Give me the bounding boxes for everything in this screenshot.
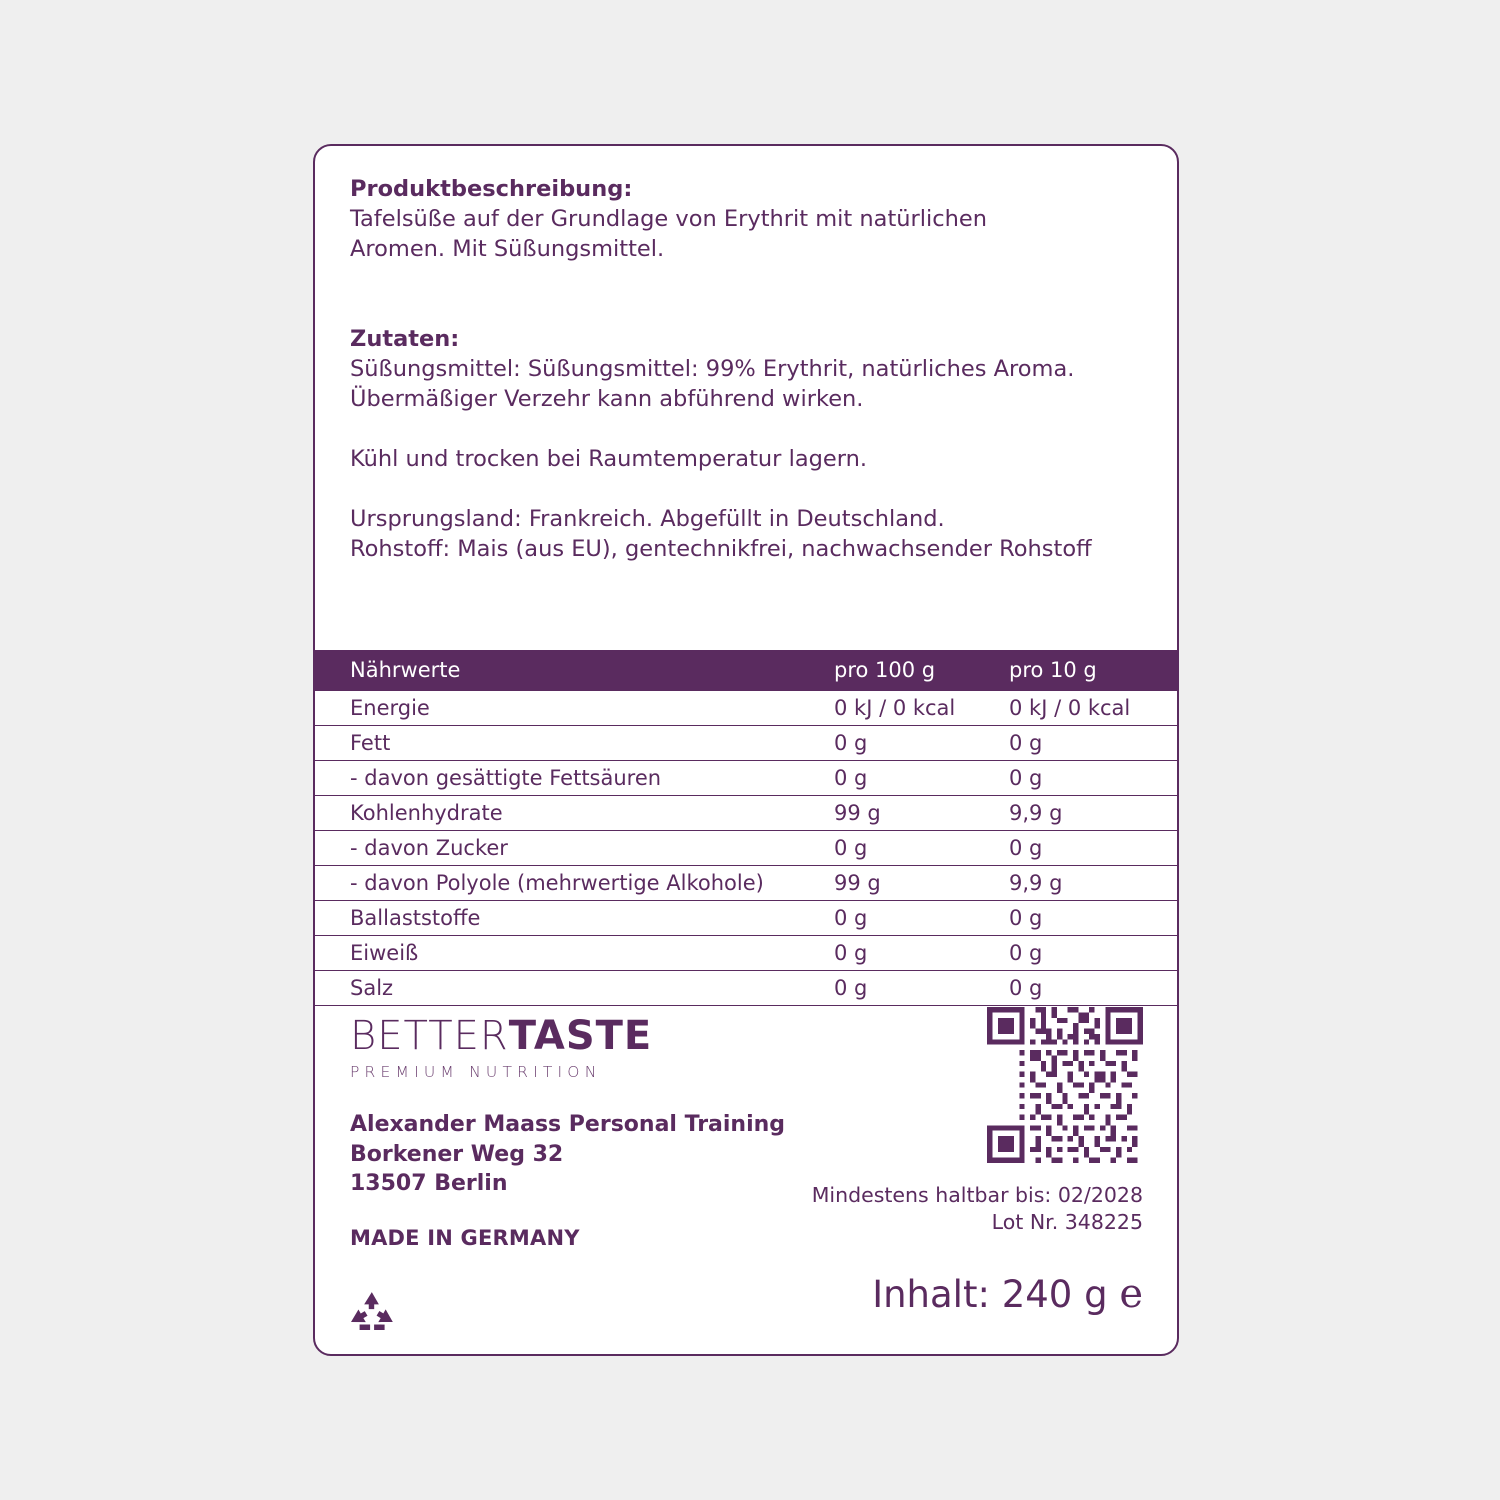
- nutrition-row-per-100g: 0 kJ / 0 kcal: [834, 691, 1009, 726]
- nutrition-row-name: - davon gesättigte Fettsäuren: [315, 761, 834, 796]
- nutrition-row-per-10g: 0 kJ / 0 kcal: [1009, 691, 1177, 726]
- label-text-block: [350, 174, 1150, 564]
- address-line-3: 13507 Berlin: [350, 1171, 508, 1196]
- e-mark-symbol: e: [1119, 1271, 1143, 1317]
- storage-instructions: Kühl und trocken bei Raumtemperatur lagern.: [350, 446, 868, 472]
- nutrition-row-name: Energie: [315, 691, 834, 726]
- table-row: [315, 761, 1177, 796]
- brand-name: [350, 1014, 652, 1058]
- address-line-2: Borkener Weg 32: [350, 1141, 564, 1167]
- nutrition-row-per-100g: 99 g: [834, 866, 1009, 901]
- nutrition-row-per-10g: 0 g: [1009, 971, 1177, 1006]
- content-weight: [872, 1272, 1143, 1317]
- content-weight-text: Inhalt: 240 g: [872, 1273, 1108, 1316]
- nutrition-row-per-100g: 0 g: [834, 761, 1009, 796]
- nutrition-row-per-100g: 0 g: [834, 901, 1009, 936]
- nutrition-row-per-100g: 0 g: [834, 831, 1009, 866]
- spacer: [350, 264, 1150, 294]
- nutrition-row-per-100g: 0 g: [834, 936, 1009, 971]
- table-row: [315, 796, 1177, 831]
- nutrition-row-per-10g: 9,9 g: [1009, 796, 1177, 831]
- nutrition-row-name: - davon Zucker: [315, 831, 834, 866]
- product-description-heading: Produktbeschreibung:: [350, 176, 633, 202]
- nutrition-header-per-10g: pro 10 g: [1009, 650, 1177, 691]
- ingredients-heading: Zutaten:: [350, 326, 460, 352]
- table-row: [315, 691, 1177, 726]
- nutrition-header-per-100g: pro 100 g: [834, 650, 1009, 691]
- table-row: [315, 866, 1177, 901]
- table-row: [315, 726, 1177, 761]
- nutrition-header-label: Nährwerte: [315, 650, 834, 691]
- ingredients-line-1: Süßungsmittel: Süßungsmittel: 99% Erythrit, natürliches Aroma.: [350, 356, 1075, 382]
- brand-name-part-2: TASTE: [508, 1013, 653, 1059]
- made-in-text: MADE IN GERMANY: [350, 1226, 580, 1250]
- spacer: [350, 474, 1150, 504]
- nutrition-row-per-10g: 0 g: [1009, 901, 1177, 936]
- nutrition-row-per-100g: 0 g: [834, 971, 1009, 1006]
- nutrition-row-per-10g: 0 g: [1009, 726, 1177, 761]
- nutrition-row-per-10g: 9,9 g: [1009, 866, 1177, 901]
- label-footer: [315, 982, 1177, 1354]
- origin-line-1: Ursprungsland: Frankreich. Abgefüllt in Deutschland.: [350, 506, 945, 532]
- product-description-line-2: Aromen. Mit Süßungsmittel.: [350, 236, 665, 262]
- nutrition-row-name: Kohlenhydrate: [315, 796, 834, 831]
- product-label-card: [313, 144, 1179, 1356]
- nutrition-table-body: [315, 691, 1177, 1006]
- nutrition-header-row: [315, 650, 1177, 691]
- qr-code: [987, 1007, 1143, 1163]
- best-before-block: [812, 1182, 1143, 1236]
- spacer: [350, 414, 1150, 444]
- lot-number: Lot Nr. 348225: [991, 1210, 1143, 1234]
- nutrition-row-per-10g: 0 g: [1009, 761, 1177, 796]
- recycling-icon: [349, 1290, 395, 1332]
- nutrition-row-name: Eiweiß: [315, 936, 834, 971]
- nutrition-row-per-10g: 0 g: [1009, 936, 1177, 971]
- nutrition-row-name: Fett: [315, 726, 834, 761]
- table-row: [315, 831, 1177, 866]
- ingredients-line-2: Übermäßiger Verzehr kann abführend wirken.: [350, 386, 864, 412]
- address-line-1: Alexander Maass Personal Training: [350, 1112, 786, 1137]
- table-row: [315, 901, 1177, 936]
- nutrition-table: [315, 650, 1177, 1006]
- nutrition-row-name: - davon Polyole (mehrwertige Alkohole): [315, 866, 834, 901]
- table-row: [315, 936, 1177, 971]
- nutrition-row-per-10g: 0 g: [1009, 831, 1177, 866]
- nutrition-row-name: Salz: [315, 971, 834, 1006]
- origin-line-2: Rohstoff: Mais (aus EU), gentechnikfrei, nachwachsender Rohstoff: [350, 536, 1092, 562]
- nutrition-row-name: Ballaststoffe: [315, 901, 834, 936]
- nutrition-row-per-100g: 99 g: [834, 796, 1009, 831]
- brand-tagline: PREMIUM NUTRITION: [350, 1063, 602, 1081]
- company-address: [350, 1110, 785, 1199]
- brand-logo: [350, 1014, 652, 1081]
- spacer: [350, 294, 1150, 324]
- nutrition-row-per-100g: 0 g: [834, 726, 1009, 761]
- best-before-date: Mindestens haltbar bis: 02/2028: [811, 1183, 1143, 1207]
- brand-name-part-1: BETTER: [350, 1013, 509, 1059]
- nutrition-table-head: [315, 650, 1177, 691]
- product-description-line-1: Tafelsüße auf der Grundlage von Erythrit mit natürlichen: [350, 206, 988, 232]
